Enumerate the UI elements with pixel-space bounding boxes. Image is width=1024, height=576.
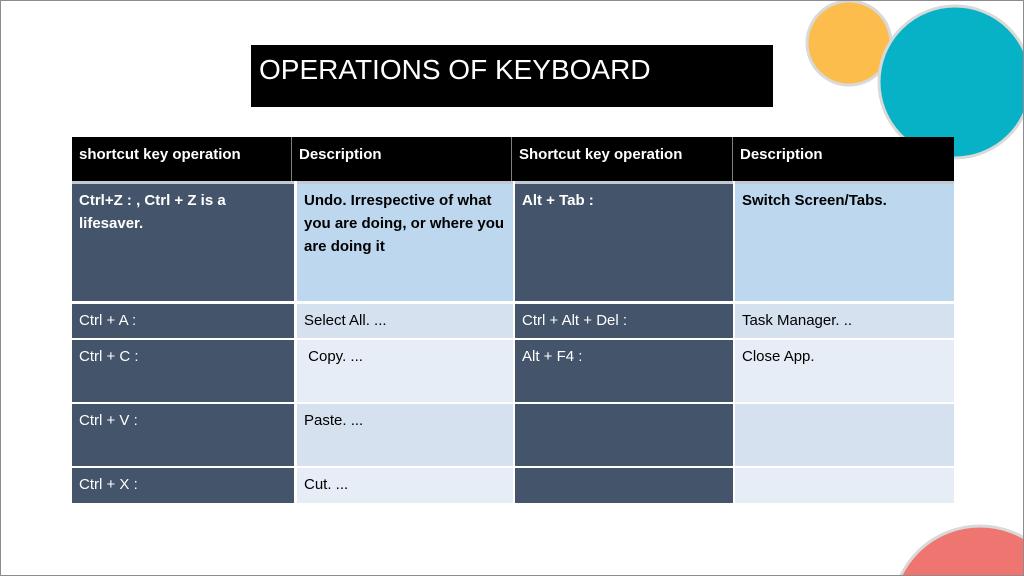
title-banner [251, 45, 773, 107]
table-cell: Select All. ... [297, 304, 513, 338]
table-cell: Alt + F4 : [515, 340, 733, 402]
table-cell: Copy. ... [297, 340, 513, 402]
coral-circle [892, 526, 1024, 576]
page-title: OPERATIONS OF KEYBOARD [259, 54, 651, 85]
table-cell [735, 468, 954, 503]
table-cell: Task Manager. .. [735, 304, 954, 338]
teal-circle [879, 6, 1024, 158]
table-cell: Close App. [735, 340, 954, 402]
shortcut-table [72, 137, 954, 503]
table-cell: Ctrl + V : [72, 404, 294, 466]
table-cell: Ctrl+Z : , Ctrl + Z is a lifesaver. [72, 181, 294, 301]
table-cell: Alt + Tab : [515, 181, 733, 301]
table-cell: Ctrl + C : [72, 340, 294, 402]
table-header-cell: shortcut key operation [72, 137, 292, 181]
table-cell: Undo. Irrespective of what you are doing, or where you are doing it [297, 181, 513, 301]
table-cell: Paste. ... [297, 404, 513, 466]
table-cell [735, 404, 954, 466]
table-cell: Cut. ... [297, 468, 513, 503]
table-cell [515, 404, 733, 466]
table-header-cell: Shortcut key operation [512, 137, 733, 181]
table-cell [515, 468, 733, 503]
table-header-cell: Description [292, 137, 512, 181]
table-header-cell: Description [733, 137, 954, 181]
table-cell: Switch Screen/Tabs. [735, 181, 954, 301]
table-cell: Ctrl + Alt + Del : [515, 304, 733, 338]
table-cell: Ctrl + X : [72, 468, 294, 503]
table-cell: Ctrl + A : [72, 304, 294, 338]
